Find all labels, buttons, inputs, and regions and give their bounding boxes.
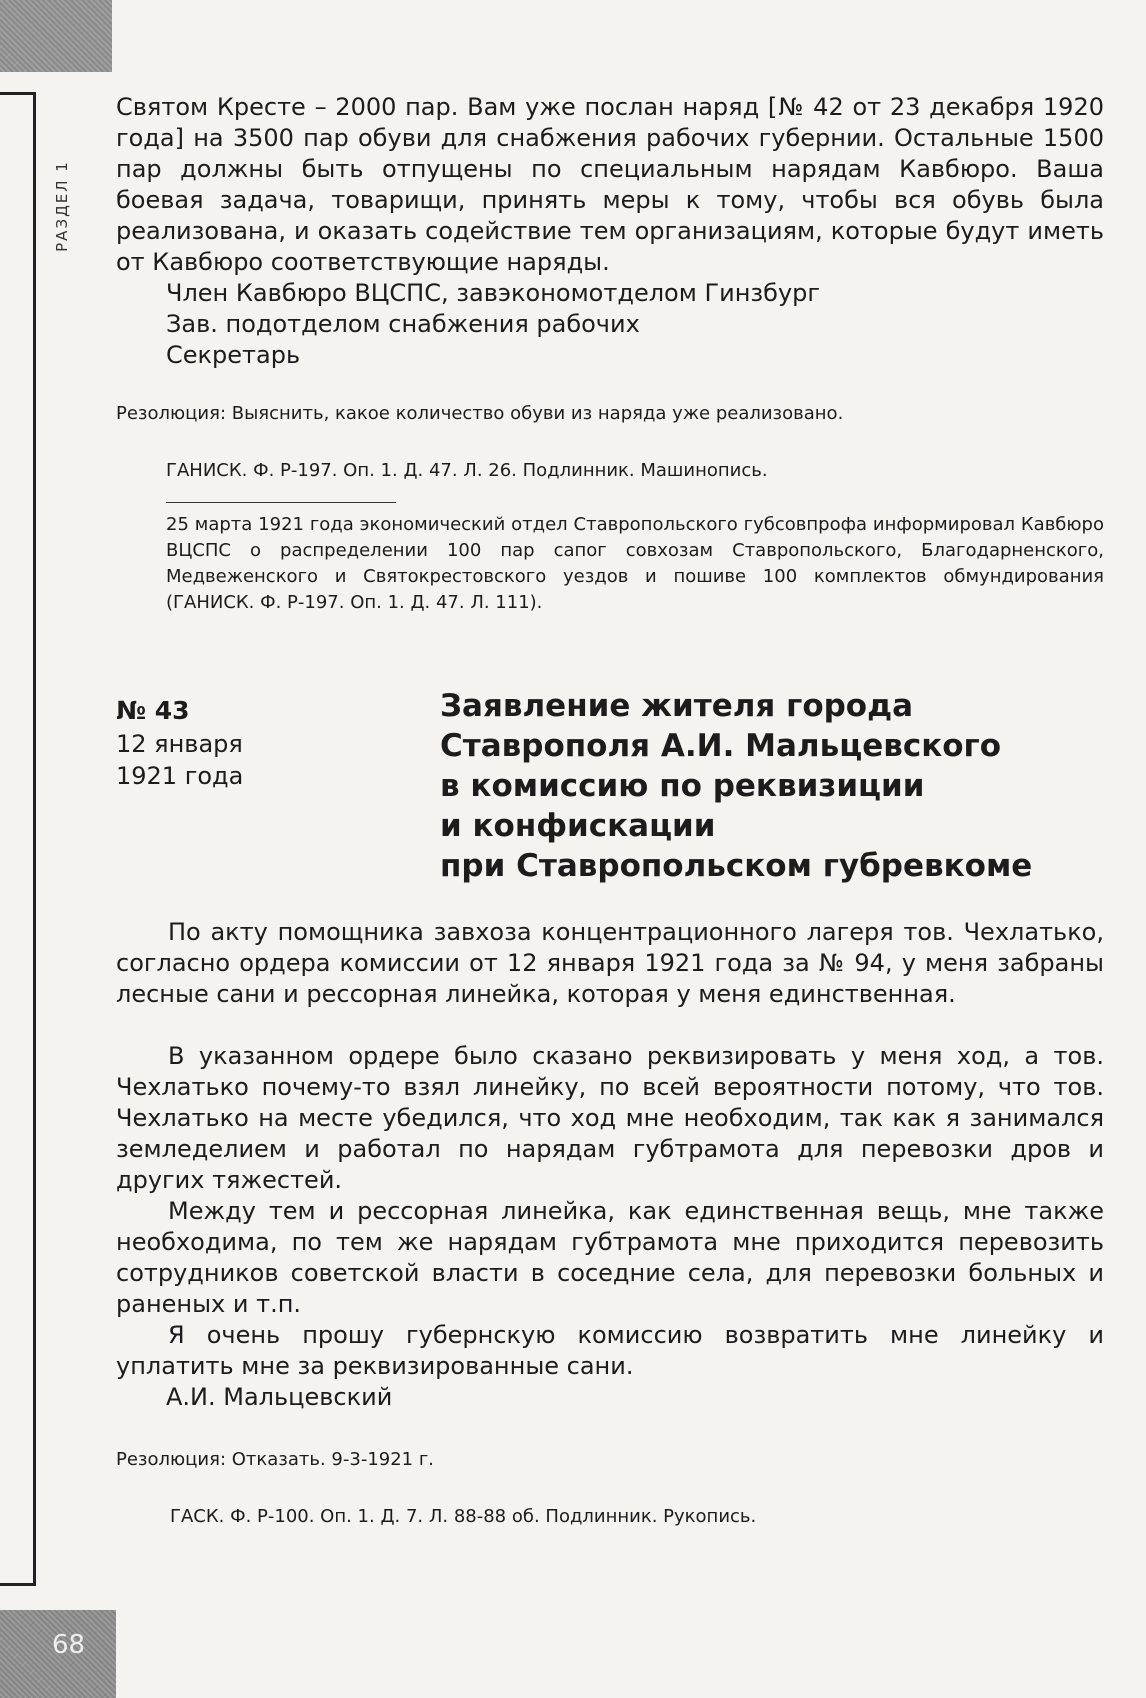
- title-line: Заявление жителя города: [440, 688, 914, 724]
- prev-source: ГАНИСК. Ф. Р-197. Оп. 1. Д. 47. Л. 26. Подлинник. Машинопись.: [166, 460, 768, 481]
- page-number: 68: [52, 1630, 86, 1660]
- section-label: РАЗДЕЛ 1: [53, 160, 71, 252]
- title-line: и конфискации: [440, 808, 716, 844]
- side-frame: [0, 92, 36, 1586]
- body-paragraph-2: В указанном ордере было сказано реквизировать у меня ход, а тов. Чехлатько почему-то взял линейку, по всей вероятности потому, что тов. Чехлатько на месте убедился, что ход мне необходим, так как я занимался земледелием и работал по нарядам губтрамота для перевозки дров и других тяжестей.: [116, 1042, 1104, 1194]
- title-line: при Ставропольском губревкоме: [440, 848, 1033, 884]
- document-date-line1: 12 января: [116, 730, 243, 758]
- document-date-line2: 1921 года: [116, 762, 244, 790]
- prev-signature-2: Зав. подотделом снабжения рабочих: [166, 310, 640, 338]
- document-date: [116, 728, 243, 792]
- title-line: в комиссию по реквизиции: [440, 768, 925, 804]
- footnote-text: 25 марта 1921 года экономический отдел Ставропольского губсовпрофа информировал Кавбюро ВЦСПС о распределении 100 пар сапог совхозам Ставропольского, Благодарненского, Медвеженского и Святокрестовского уездов и пошиве 100 комплектов обмундирования (ГАНИСК. Ф. Р-197. Оп. 1. Д. 47. Л. 111).: [166, 514, 1104, 613]
- prev-signature-1: Член Кавбюро ВЦСПС, завэкономотделом Гинзбург: [166, 279, 820, 307]
- document-signature: А.И. Мальцевский: [166, 1383, 393, 1411]
- prev-resolution: Резолюция: Выяснить, какое количество обуви из наряда уже реализовано.: [116, 403, 844, 424]
- body-paragraph-4: Я очень прошу губернскую комиссию возвратить мне линейку и уплатить мне за реквизированные сани.: [116, 1321, 1104, 1380]
- document-resolution: Резолюция: Отказать. 9-3-1921 г.: [116, 1449, 435, 1470]
- body-paragraph-3: Между тем и рессорная линейка, как единственная вещь, мне также необходима, по тем же нарядам губтрамота мне приходится перевозить сотрудников советской власти в соседние села, для перевозки больных и раненых и т.п.: [116, 1197, 1104, 1318]
- document-source: ГАСК. Ф. Р-100. Оп. 1. Д. 7. Л. 88-88 об. Подлинник. Рукопись.: [170, 1506, 757, 1527]
- document-title: [440, 686, 1100, 886]
- document-number: № 43: [116, 696, 190, 725]
- body-paragraph-1: По акту помощника завхоза концентрационного лагеря тов. Чехлатько, согласно ордера комиссии от 12 января 1921 года за № 94, у меня забраны лесные сани и рессорная линейка, которая у меня единственная.: [116, 918, 1104, 1008]
- prev-document-text: Святом Кресте – 2000 пар. Вам уже послан наряд [№ 42 от 23 декабря 1920 года] на 3500 пар обуви для снабжения рабочих губернии. Остальные 1500 пар должны быть отпущены по специальным нарядам Кавбюро. Ваша боевая задача, товарищи, принять меры к тому, чтобы вся обувь была реализована, и оказать содействие тем организациям, которые будут иметь от Кавбюро соответствующие наряды.: [116, 93, 1104, 276]
- footnote-divider: [166, 502, 396, 503]
- title-line: Ставрополя А.И. Мальцевского: [440, 728, 1002, 764]
- corner-decoration: [0, 0, 112, 72]
- prev-signature-3: Секретарь: [166, 341, 301, 369]
